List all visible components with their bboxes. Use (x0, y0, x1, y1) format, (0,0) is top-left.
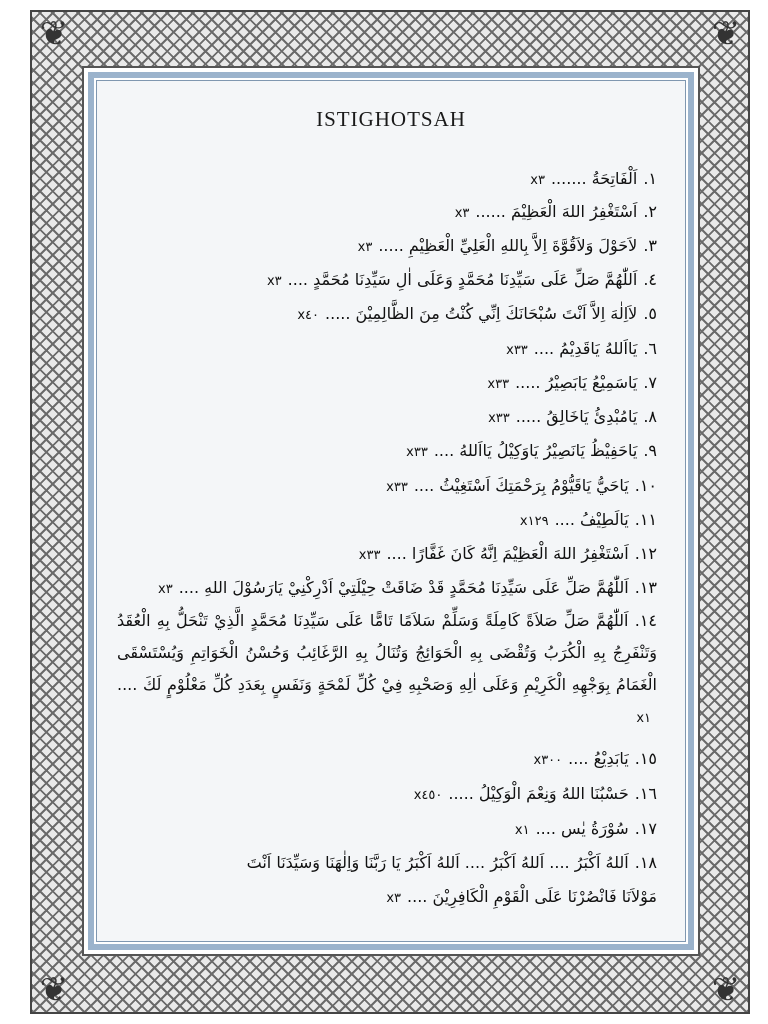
content-panel (96, 80, 686, 942)
list-item: ٤.اَللّٰهُمَّ صَلِّ عَلَى سَيِّدِنَا مُحَمَّدٍ وَعَلَى اٰلِ سَيِّدِنَا مُحَمَّدٍ ....x٣ (266, 270, 657, 289)
list-item: ٧.يَاسَمِيْعُ يَابَصِيْرُ .....x٣٣ (487, 373, 657, 392)
list-item: ٢.اَسْتَغْفِرُ اللهَ الْعَظِيْمَ ......x٣ (454, 202, 657, 221)
list-item: ٩.يَاحَفِيْظُ يَانَصِيْرُ يَاوَكِيْلُ يَااَللهُ ....x٣٣ (406, 441, 657, 460)
list-item: ١.اَلْفَاتِحَةُ .......x٣ (530, 169, 657, 188)
list-item: ١٠.يَاحَيُّ يَاقَيُّوْمُ بِرَحْمَتِكَ اَسْتَغِيْثُ ....x٣٣ (386, 476, 657, 495)
list-item: ٦.يَااَللهُ يَاقَدِيْمُ ....x٣٣ (506, 339, 657, 358)
corner-ornament-icon: ❦ (39, 970, 69, 1010)
corner-ornament-icon: ❦ (39, 14, 69, 54)
list-item: ١٣.اَللّٰهُمَّ صَلِّ عَلَى سَيِّدِنَا مُحَمَّدٍ قَدْ ضَاقَتْ حِيْلَتِيْ اَدْرِكْنِيْ يَارَسُوْلَ اللهِ ....x٣ (158, 578, 657, 597)
list-item: ١٥.يَابَدِيْعُ ....x٣٠٠ (533, 749, 657, 768)
list-item: ١٤. اَللّٰهُمَّ صَلِّ صَلاَةً كَامِلَةً وَسَلِّمْ سَلاَمًا تَامًّا عَلَى سَيِّدِنَا مُحَمَّدٍ الَّذِيْ تَنْحَلُّ بِهِ الْعُقَدُ وَتَنْفَرِجُ بِهِ الْكُرَبُ وَتُقْضَى بِهِ الْحَوَائِجُ وَتُنَالُ بِهِ الرَّغَائِبُ وَحُسْنُ الْخَوَاتِمِ وَيُسْتَسْقَى الْغَمَامُ بِوَجْهِهِ الْكَرِيْمِ وَعَلَى اٰلِهِ وَصَحْبِهِ فِيْ كُلِّ لَمْحَةٍ وَنَفَسٍ بِعَدَدِ كُلِّ مَعْلُوْمٍ لَكَ .... x١ (117, 611, 657, 726)
page-title: ISTIGHOTSAH (316, 107, 466, 131)
list-item: ١٦.حَسْبُنَا اللهُ وَنِعْمَ الْوَكِيْلُ .....x٤٥٠ (413, 784, 657, 803)
corner-ornament-icon: ❦ (711, 14, 741, 54)
list-item: ١٢.اَسْتَغْفِرُ اللهَ الْعَظِيْمَ اِنَّهُ كَانَ غَفَّارًا ....x٣٣ (358, 544, 657, 563)
list-item: ٣.لاَحَوْلَ وَلاَقُوَّةَ اِلاَّ بِاللهِ الْعَلِيِّ الْعَظِيْمِ .....x٣ (357, 236, 657, 255)
list-item: ١٨.اَللهُ اَكْبَرُ .... اَللهُ اَكْبَرُ .... اَللهُ اَكْبَرُ يَا رَبَّنَا وَاِلٰهَنَا وَسَيِّدَنَا اَنْتَ (246, 853, 657, 872)
corner-ornament-icon: ❦ (711, 970, 741, 1010)
list-item: ٨.يَامُبْدِئُ يَاخَالِقُ .....x٣٣ (488, 407, 657, 426)
list-item-continuation: مَوْلاَنَا فَانْصُرْنَا عَلَى الْقَوْمِ الْكَافِرِيْنَ ....x٣ (386, 887, 657, 906)
list-item: ٥.لاَاِلٰهَ اِلاَّ اَنْتَ سُبْحَانَكَ اِنِّي كُنْتُ مِنَ الظَّالِمِيْنَ .....x٤٠ (297, 304, 657, 323)
list-item: ١٧.سُوْرَةُ يٰس ....x١ (514, 819, 657, 838)
list-item: ١١.يَالَطِيْفُ ....x١٢٩ (519, 510, 657, 529)
